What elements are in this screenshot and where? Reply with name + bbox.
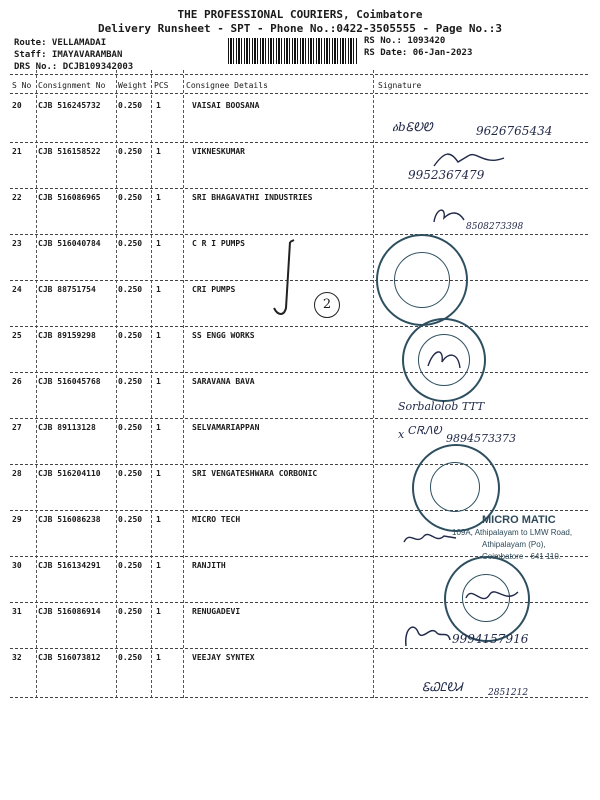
handwritten-phone: 9894573373 bbox=[446, 432, 516, 445]
row-consignee: MICRO TECH bbox=[192, 515, 241, 524]
row-weight: 0.250 bbox=[118, 147, 143, 156]
row-consignment: CJB 516204110 bbox=[38, 469, 101, 478]
row-weight: 0.250 bbox=[118, 607, 143, 616]
row-pcs: 1 bbox=[156, 239, 161, 248]
runsheet-title: Delivery Runsheet - SPT - Phone No.:0422-3505555 - Page No.:3 bbox=[98, 22, 502, 35]
signature-mark bbox=[462, 582, 522, 612]
row-weight: 0.250 bbox=[118, 653, 143, 662]
row-pcs: 1 bbox=[156, 653, 161, 662]
table-row bbox=[10, 327, 588, 373]
signature-mark bbox=[400, 618, 454, 654]
row-pcs: 1 bbox=[156, 285, 161, 294]
staff-label: Staff: IMAYAVARAMBAN bbox=[14, 50, 123, 60]
row-consignment: CJB 88751754 bbox=[38, 285, 96, 294]
row-sno: 31 bbox=[12, 607, 22, 616]
row-consignment: CJB 516086914 bbox=[38, 607, 101, 616]
handwritten-x: x bbox=[398, 428, 405, 441]
row-consignee: SRI BHAGAVATHI INDUSTRIES bbox=[192, 193, 313, 202]
divider bbox=[10, 418, 588, 419]
col-sno: S No bbox=[12, 81, 32, 90]
row-weight: 0.250 bbox=[118, 101, 143, 110]
row-pcs: 1 bbox=[156, 423, 161, 432]
table-row bbox=[10, 465, 588, 511]
divider bbox=[10, 510, 588, 511]
row-consignment: CJB 516086238 bbox=[38, 515, 101, 524]
row-consignment: CJB 89159298 bbox=[38, 331, 96, 340]
col-signature: Signature bbox=[378, 81, 422, 90]
signature-mark bbox=[428, 202, 468, 228]
divider bbox=[10, 648, 588, 649]
row-pcs: 1 bbox=[156, 331, 161, 340]
divider bbox=[10, 74, 588, 75]
row-consignment: CJB 89113128 bbox=[38, 423, 96, 432]
handwritten-note: 2851212 bbox=[488, 688, 529, 698]
divider bbox=[10, 188, 588, 189]
row-consignee: VEEJAY SYNTEX bbox=[192, 653, 255, 662]
row-consignee: RANJITH bbox=[192, 561, 226, 570]
row-pcs: 1 bbox=[156, 101, 161, 110]
divider bbox=[10, 464, 588, 465]
signature-mark bbox=[424, 344, 464, 374]
row-pcs: 1 bbox=[156, 561, 161, 570]
stamp-company-name: MICRO MATIC bbox=[482, 514, 556, 526]
row-pcs: 1 bbox=[156, 147, 161, 156]
row-weight: 0.250 bbox=[118, 561, 143, 570]
row-sno: 25 bbox=[12, 331, 22, 340]
row-consignment: CJB 516134291 bbox=[38, 561, 101, 570]
handwritten-note: Sorbalolob TTT bbox=[398, 400, 485, 413]
handwritten-phone: 9994157916 bbox=[452, 632, 529, 646]
row-weight: 0.250 bbox=[118, 331, 143, 340]
handwritten-phone: 9626765434 bbox=[476, 124, 553, 138]
row-consignee: RENUGADEVI bbox=[192, 607, 241, 616]
row-sno: 23 bbox=[12, 239, 22, 248]
signature-mark bbox=[400, 526, 460, 552]
row-weight: 0.250 bbox=[118, 515, 143, 524]
row-pcs: 1 bbox=[156, 607, 161, 616]
rs-no-label: RS No.: 1093420 bbox=[364, 36, 446, 46]
row-consignment: CJB 516245732 bbox=[38, 101, 101, 110]
stamp-address-line: Coimbatore - 641 110. bbox=[482, 552, 562, 561]
row-consignee: VAISAI BOOSANA bbox=[192, 101, 260, 110]
drs-label: DRS No.: DCJB109342003 bbox=[14, 62, 134, 72]
row-consignee: SARAVANA BAVA bbox=[192, 377, 255, 386]
row-weight: 0.250 bbox=[118, 423, 143, 432]
row-consignee: SS ENGG WORKS bbox=[192, 331, 255, 340]
row-consignment: CJB 516086965 bbox=[38, 193, 101, 202]
row-consignee: SRI VENGATESHWARA CORBONIC bbox=[192, 469, 318, 478]
row-weight: 0.250 bbox=[118, 285, 143, 294]
signature-mark: ዕbᏋᎧᏬ bbox=[392, 120, 433, 134]
col-weight: Weight bbox=[118, 81, 147, 90]
row-weight: 0.250 bbox=[118, 239, 143, 248]
rs-date-label: RS Date: 06-Jan-2023 bbox=[364, 48, 473, 58]
row-sno: 20 bbox=[12, 101, 22, 110]
divider bbox=[10, 234, 588, 235]
table-row bbox=[10, 373, 588, 419]
row-weight: 0.250 bbox=[118, 377, 143, 386]
col-consignment: Consignment No bbox=[38, 81, 106, 90]
signature-mark: CᏒᏁᎧ bbox=[408, 424, 442, 437]
handwritten-phone: 9952367479 bbox=[408, 168, 485, 182]
row-pcs: 1 bbox=[156, 515, 161, 524]
row-consignment: CJB 516040784 bbox=[38, 239, 101, 248]
signature-mark: ᏋᏇᏝᎧᏗ bbox=[422, 680, 463, 694]
stamp-address-line: Athipalayam (Po), bbox=[482, 540, 546, 549]
bracket-mark bbox=[270, 236, 350, 326]
row-sno: 28 bbox=[12, 469, 22, 478]
row-sno: 24 bbox=[12, 285, 22, 294]
col-consignee: Consignee Details bbox=[186, 81, 268, 90]
row-pcs: 1 bbox=[156, 193, 161, 202]
row-sno: 21 bbox=[12, 147, 22, 156]
table-header bbox=[10, 78, 590, 94]
company-stamp bbox=[376, 234, 468, 326]
row-weight: 0.250 bbox=[118, 469, 143, 478]
row-sno: 29 bbox=[12, 515, 22, 524]
company-title: THE PROFESSIONAL COURIERS, Coimbatore bbox=[177, 8, 423, 21]
row-weight: 0.250 bbox=[118, 193, 143, 202]
row-consignment: CJB 516045768 bbox=[38, 377, 101, 386]
row-pcs: 1 bbox=[156, 377, 161, 386]
row-sno: 22 bbox=[12, 193, 22, 202]
row-consignee: SELVAMARIAPPAN bbox=[192, 423, 260, 432]
divider bbox=[10, 326, 588, 327]
col-pcs: PCS bbox=[154, 81, 169, 90]
row-consignment: CJB 516073812 bbox=[38, 653, 101, 662]
handwritten-phone: 8508273398 bbox=[466, 222, 524, 232]
row-sno: 30 bbox=[12, 561, 22, 570]
row-sno: 27 bbox=[12, 423, 22, 432]
row-consignee: C R I PUMPS bbox=[192, 239, 245, 248]
row-consignee: VIKNESKUMAR bbox=[192, 147, 245, 156]
circled-number: 2 bbox=[314, 292, 340, 318]
divider bbox=[10, 372, 588, 373]
row-sno: 32 bbox=[12, 653, 22, 662]
barcode bbox=[228, 38, 358, 64]
route-label: Route: VELLAMADAI bbox=[14, 38, 107, 48]
row-sno: 26 bbox=[12, 377, 22, 386]
row-consignee: CRI PUMPS bbox=[192, 285, 236, 294]
divider bbox=[10, 142, 588, 143]
stamp-address-line: 109A, Athipalayam to LMW Road, bbox=[452, 528, 573, 537]
row-pcs: 1 bbox=[156, 469, 161, 478]
row-consignment: CJB 516158522 bbox=[38, 147, 101, 156]
